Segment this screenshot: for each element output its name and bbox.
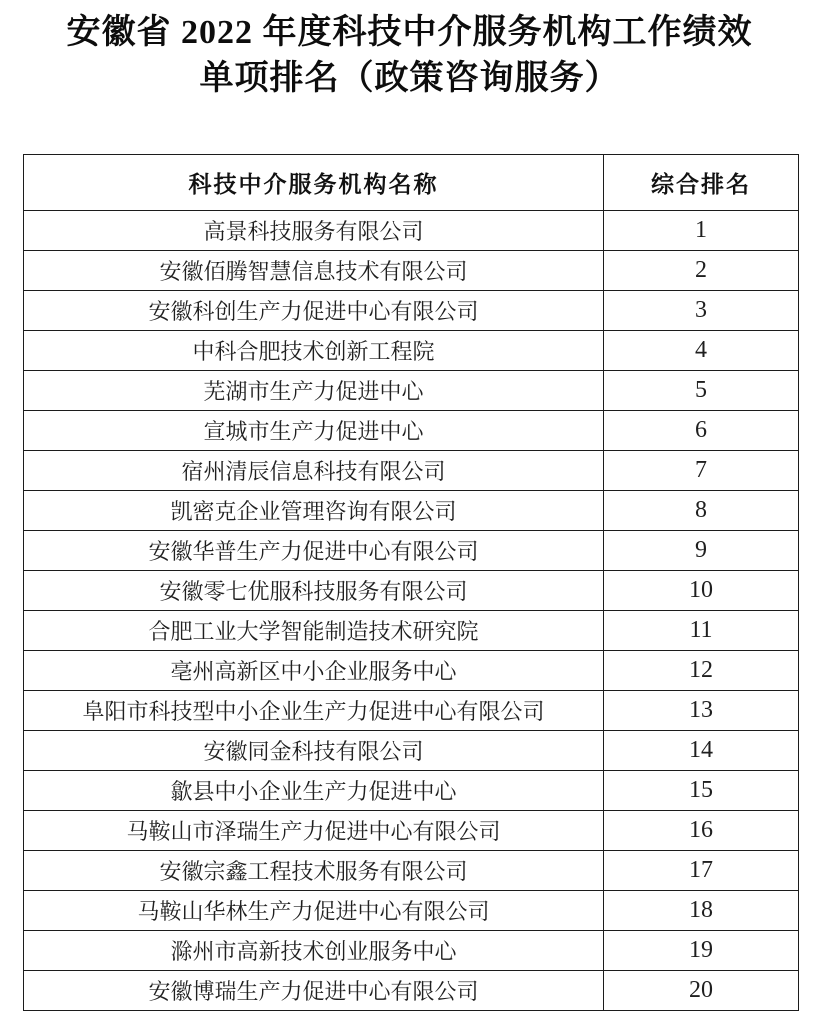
column-header-institution-name: 科技中介服务机构名称 (24, 155, 604, 211)
table-row (24, 211, 799, 251)
page-title-line-2: 单项排名（政策咨询服务） (199, 60, 620, 97)
overall-rank-cell: 2 (604, 251, 799, 291)
overall-rank-cell: 14 (604, 731, 799, 771)
institution-name-cell: 滁州市高新技术创业服务中心 (24, 931, 604, 971)
table-row (24, 971, 799, 1011)
table-row (24, 531, 799, 571)
overall-rank-cell: 18 (604, 891, 799, 931)
overall-rank-cell: 3 (604, 291, 799, 331)
overall-rank-cell: 17 (604, 851, 799, 891)
institution-name-cell: 亳州高新区中小企业服务中心 (24, 651, 604, 691)
table-row (24, 851, 799, 891)
overall-rank-cell: 10 (604, 571, 799, 611)
overall-rank-cell: 4 (604, 331, 799, 371)
institution-name-cell: 安徽博瑞生产力促进中心有限公司 (24, 971, 604, 1011)
table-row (24, 291, 799, 331)
table-row (24, 411, 799, 451)
institution-name-cell: 安徽宗鑫工程技术服务有限公司 (24, 851, 604, 891)
table-row (24, 491, 799, 531)
institution-name-cell: 合肥工业大学智能制造技术研究院 (24, 611, 604, 651)
overall-rank-cell: 6 (604, 411, 799, 451)
institution-name-cell: 宣城市生产力促进中心 (24, 411, 604, 451)
overall-rank-cell: 12 (604, 651, 799, 691)
table-row (24, 891, 799, 931)
overall-rank-cell: 20 (604, 971, 799, 1011)
overall-rank-cell: 7 (604, 451, 799, 491)
page-title (0, 0, 819, 102)
institution-name-cell: 歙县中小企业生产力促进中心 (24, 771, 604, 811)
overall-rank-cell: 9 (604, 531, 799, 571)
table-row (24, 251, 799, 291)
table-row (24, 811, 799, 851)
institution-name-cell: 安徽佰腾智慧信息技术有限公司 (24, 251, 604, 291)
institution-name-cell: 安徽同金科技有限公司 (24, 731, 604, 771)
table-row (24, 451, 799, 491)
table-header-row (24, 155, 799, 211)
table-row (24, 731, 799, 771)
institution-name-cell: 马鞍山市泽瑞生产力促进中心有限公司 (24, 811, 604, 851)
table-row (24, 931, 799, 971)
overall-rank-cell: 8 (604, 491, 799, 531)
institution-name-cell: 安徽科创生产力促进中心有限公司 (24, 291, 604, 331)
institution-name-cell: 中科合肥技术创新工程院 (24, 331, 604, 371)
overall-rank-cell: 1 (604, 211, 799, 251)
institution-name-cell: 宿州清辰信息科技有限公司 (24, 451, 604, 491)
overall-rank-cell: 11 (604, 611, 799, 651)
table-row (24, 371, 799, 411)
table-row (24, 651, 799, 691)
institution-name-cell: 芜湖市生产力促进中心 (24, 371, 604, 411)
table-row (24, 571, 799, 611)
overall-rank-cell: 5 (604, 371, 799, 411)
institution-name-cell: 高景科技服务有限公司 (24, 211, 604, 251)
table-row (24, 691, 799, 731)
institution-name-cell: 阜阳市科技型中小企业生产力促进中心有限公司 (24, 691, 604, 731)
overall-rank-cell: 13 (604, 691, 799, 731)
overall-rank-cell: 15 (604, 771, 799, 811)
overall-rank-cell: 19 (604, 931, 799, 971)
table-row (24, 611, 799, 651)
overall-rank-cell: 16 (604, 811, 799, 851)
institution-name-cell: 安徽零七优服科技服务有限公司 (24, 571, 604, 611)
table-row (24, 771, 799, 811)
page-title-line-1: 安徽省 2022 年度科技中介服务机构工作绩效 (66, 14, 753, 51)
institution-name-cell: 马鞍山华林生产力促进中心有限公司 (24, 891, 604, 931)
table-body (24, 211, 799, 1011)
institution-name-cell: 凯密克企业管理咨询有限公司 (24, 491, 604, 531)
column-header-overall-rank: 综合排名 (604, 155, 799, 211)
table-row (24, 331, 799, 371)
institution-name-cell: 安徽华普生产力促进中心有限公司 (24, 531, 604, 571)
ranking-table (23, 154, 799, 1011)
